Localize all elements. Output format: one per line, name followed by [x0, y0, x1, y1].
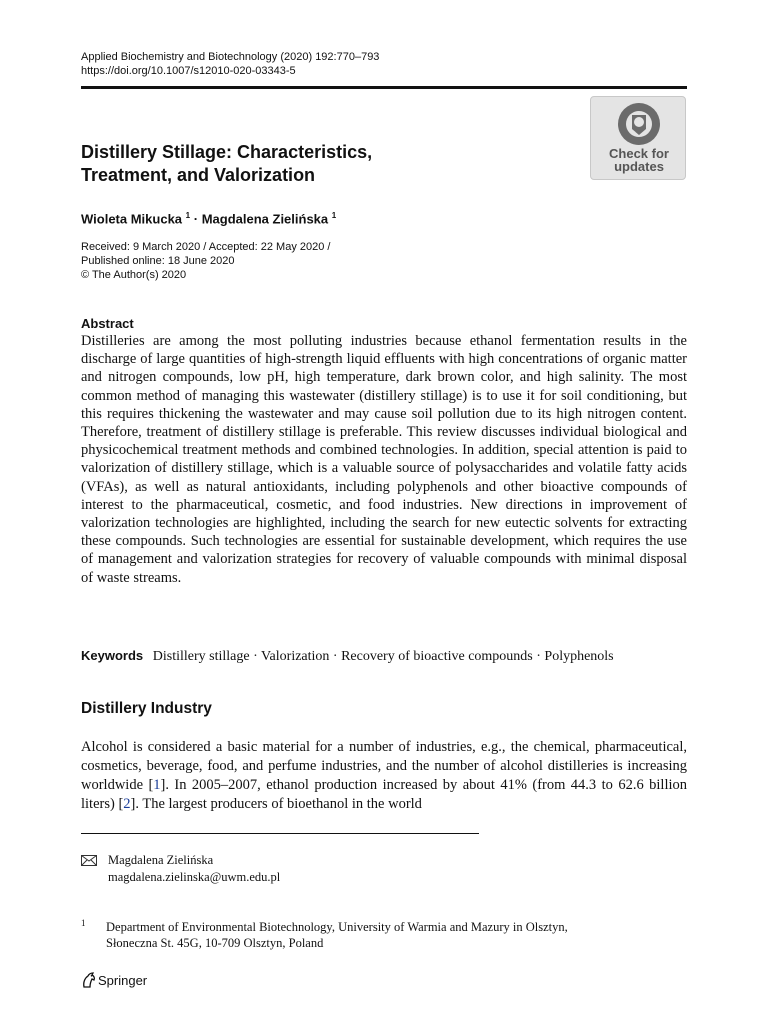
section-heading: Distillery Industry [81, 700, 212, 717]
article-title [81, 141, 541, 187]
journal-citation: Applied Biochemistry and Biotechnology (2020) 192:770–793 [81, 51, 380, 63]
keywords-list: Distillery stillage · Valorization · Recovery of bioactive compounds · Polyphenols [152, 649, 614, 664]
affiliation-line1: Department of Environmental Biotechnology, University of Warmia and Mazury in Olsztyn, [106, 920, 568, 934]
body-text-a: Alcohol is considered a basic material for a number of industries, e.g., the chemical, pharmaceutical, cosmetics, beverage, food, and perfume industries, and the number of alcohol distilleries is increasing worldwide [ [81, 739, 687, 793]
affiliation [106, 919, 568, 951]
header-rule [81, 86, 687, 89]
abstract-heading: Abstract [81, 316, 134, 331]
body-text-b: ]. In 2005–2007, ethanol production increased by about 41% (from 44.3 to 62.6 billion liters) [ [81, 777, 687, 812]
title-line1: Distillery Stillage: Characteristics, [81, 142, 373, 162]
keywords-label: Keywords [81, 648, 144, 663]
abstract-text: Distilleries are among the most polluting industries because ethanol fermentation results in the discharge of large quantities of high-strength liquid effluents with high concentrations of organic matter and nitrogen compounds, low pH, high temperature, dark brown color, and high salinity. The most common method of managing this wastewater (distillery stillage) is to use it for soil conditioning, but this requires thickening the wastewater and may cause soil pollution due to its high nitrogen content. Therefore, treatment of distillery stillage is preferable. This review discusses individual biological and physicochemical treatment methods and combined technologies. In addition, special attention is paid to valorization of distillery stillage, which is a valuable source of polysaccharides and volatile fatty acids (VFAs), as well as natural antioxidants, including polyphenols and other bioactive compounds of interest to the pharmaceutical, cosmetic, and food industries. New directions in improvement of valorization technologies are highlighted, including the search for new eutectic solvents for extracting these compounds. Such technologies are essential for sustainable development, which requires the use of management and valorization strategies for recovery of valuable compounds with minimal disposal of waste streams. [81, 333, 687, 586]
badge-line2: updates [614, 159, 664, 174]
springer-horse-icon [81, 972, 96, 989]
author-2-affiliation: 1 [331, 211, 337, 220]
section-body [81, 738, 687, 814]
keywords [81, 648, 614, 665]
title-line2: Treatment, and Valorization [81, 165, 316, 185]
author-list [81, 211, 336, 226]
doi-link[interactable]: https://doi.org/10.1007/s12010-020-03343-5 [81, 65, 296, 77]
author-separator: · [193, 211, 199, 227]
publisher-name: Springer [98, 973, 148, 988]
published-online: Published online: 18 June 2020 [81, 255, 235, 267]
copyright: © The Author(s) 2020 [81, 269, 187, 281]
citation-link-2[interactable]: 2 [123, 796, 131, 812]
footnote-rule [81, 833, 479, 834]
check-for-updates-badge[interactable] [590, 96, 686, 180]
author-2[interactable]: Magdalena Zielińska [201, 211, 329, 227]
check-for-updates-icon [615, 101, 663, 147]
badge-line1: Check for [609, 146, 669, 161]
author-1-affiliation: 1 [185, 211, 191, 220]
author-1[interactable]: Wioleta Mikucka [81, 211, 183, 227]
affiliation-number: 1 [81, 918, 86, 928]
contact-name: Magdalena Zielińska [108, 853, 214, 867]
article-dates [81, 240, 330, 282]
body-text-c: ]. The largest producers of bioethanol in the world [130, 796, 422, 812]
corresponding-author [108, 852, 280, 886]
received-accepted: Received: 9 March 2020 / Accepted: 22 May 2020 / [81, 241, 331, 253]
journal-header [81, 50, 379, 78]
envelope-icon [81, 855, 97, 866]
contact-email[interactable]: magdalena.zielinska@uwm.edu.pl [108, 870, 281, 884]
citation-link-1[interactable]: 1 [153, 777, 161, 793]
affiliation-line2: Słoneczna St. 45G, 10-709 Olsztyn, Poland [106, 936, 324, 950]
